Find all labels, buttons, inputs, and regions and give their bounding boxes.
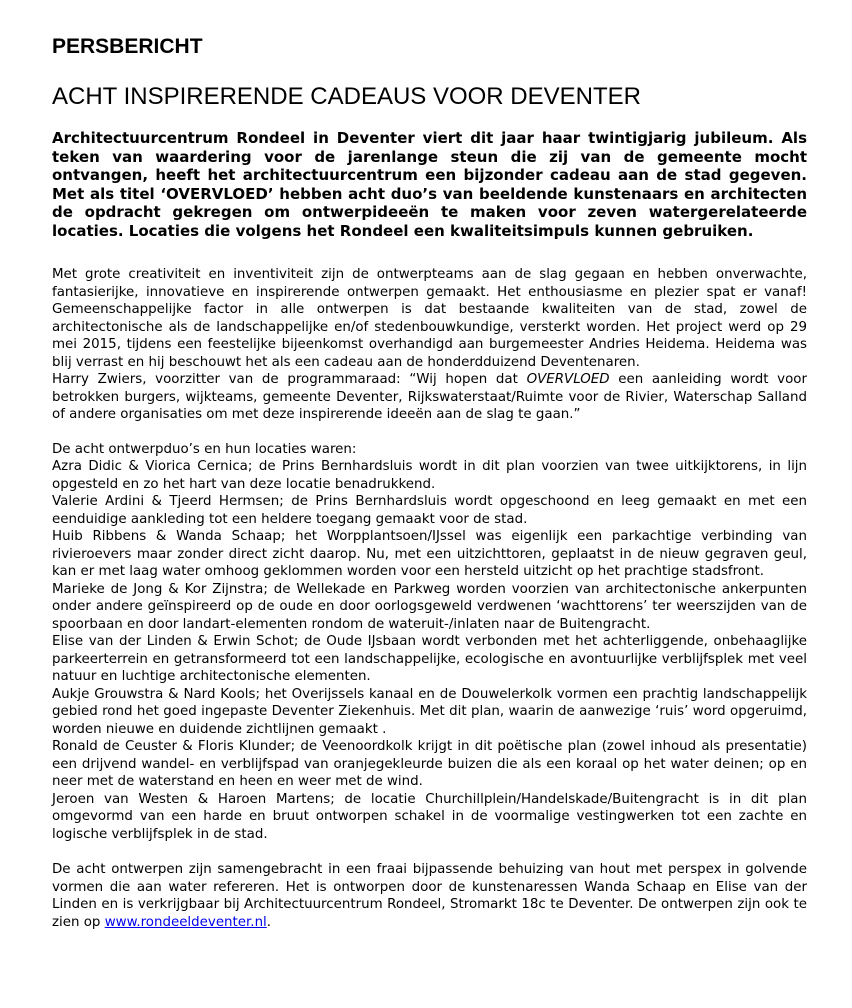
duo-entry: Elise van der Linden & Erwin Schot; de Oude IJsbaan wordt verbonden met het achterliggende, onbehaaglijke parkeerterrein en getransformeerd tot een landschappelijke, ecologische en avontuurlijke verblijfsplek met veel natuur en luchtige architectonische elementen.: [52, 634, 807, 684]
paragraph-project-text: Met grote creativiteit en inventiviteit zijn de ontwerpteams aan de slag gegaan en hebben onverwachte, fantasierijke, innovatieve en inspirerende ontwerpen gemaakt. Het enthousiasme en plezier spat er vanaf! Gemeenschappelijke factor in alle ontwerpen is dat bestaande kwaliteiten van de stad, zowel de architectonische als de landschappelijke en/of stedenbouwkundige, versterkt worden. Het project werd op 29 mei 2015, tijdens een feestelijke bijeenkomst overhandigd aan burgemeester Andries Heidema. Heidema was blij verrast en hij beschouwt het als een cadeau aan de honderdduizend Deventenaren.: [52, 267, 807, 370]
closing-period: .: [266, 914, 272, 930]
duos-intro: De acht ontwerpduo’s en hun locaties waren:: [52, 441, 357, 457]
press-release: [52, 34, 807, 931]
quote-text-end: een aanleiding wordt voor betrokken burgers, wijkteams, gemeente Deventer, Rijkswaterstaat/Ruimte voor de Rivier, Waterschap Salland of andere organisaties om met deze inspirerende ideeën aan de slag te gaan.”: [52, 372, 807, 422]
duo-entry: Aukje Grouwstra & Nard Kools; het Overijssels kanaal en de Douwelerkolk vormen een prachtig landschappelijk gebied rond het goed ingepaste Deventer Ziekenhuis. Met dit plan, waarin de aanwezige ‘ruis’ word opgeruimd, worden nieuwe en duidende zichtlijnen gemaakt .: [52, 686, 807, 737]
closing-paragraph: [52, 861, 807, 931]
lead-paragraph: Architectuurcentrum Rondeel in Deventer viert dit jaar haar twintigjarig jubileum. Als teken van waardering voor de jarenlange steun die zij van de gemeente mocht ontvangen, heeft het architectuurcentrum een bijzonder cadeau aan de stad gegeven. Met als titel ‘OVERVLOED’ hebben acht duo’s van beeldende kunstenaars en architecten de opdracht gekregen om ontwerpideeën te maken voor zeven watergerelateerde locaties. Locaties die volgens het Rondeel een kwaliteitsimpuls kunnen gebruiken.: [52, 129, 807, 240]
duo-entry: Valerie Ardini & Tjeerd Hermsen; de Prins Bernhardsluis wordt opgeschoond en leeg gemaakt en met een eenduidige aankleding tot een heldere toegang gemaakt voor de stad.: [52, 494, 807, 527]
duo-entry: Azra Didic & Viorica Cernica; de Prins Bernhardsluis wordt in dit plan voorzien van twee uitkijktorens, in lijn opgesteld en zo het hart van deze locatie benadrukkend.: [52, 459, 807, 492]
duo-entry: Marieke de Jong & Kor Zijnstra; de Wellekade en Parkweg worden voorzien van architectonische ankerpunten onder andere geïnspireerd op de oude en door oorlogsgeweld verdwenen ‘wachttorens’ ter weerszijden van de spoorbaan en door landart-elementen rondom de wateruit-/inlaten naar de Buitengracht.: [52, 581, 807, 632]
closing-text: De acht ontwerpen zijn samengebracht in een fraai bijpassende behuizing van hout met perspex in golvende vormen die aan water refereren. Het is ontworpen door de kunstenaressen Wanda Schaap en Elise van der Linden en is verkrijgbaar bij Architectuurcentrum Rondeel, Stromarkt 18c te Deventer. De ontwerpen zijn ook te zien op: [52, 862, 807, 930]
duo-entry: Jeroen van Westen & Haroen Martens; de locatie Churchillplein/Handelskade/Buitengracht is in dit plan omgevormd van een harde en bruut ontworpen schakel in de voormalige vestingwerken tot een zachte en logische verblijfsplek in de stad.: [52, 791, 807, 842]
website-link[interactable]: www.rondeeldeventer.nl: [104, 914, 267, 930]
duo-entry: Ronald de Ceuster & Floris Klunder; de Veenoordkolk krijgt in dit poëtische plan (zowel inhoud als presentatie) een drijvend wandel- en verblijfspad van oranjegekleurde buizen die als een koraal op het water deinen; op en neer met de waterstand en heen en weer met de wind.: [52, 739, 807, 789]
headline: ACHT INSPIRERENDE CADEAUS VOOR DEVENTER: [52, 83, 641, 110]
paragraph-project: [52, 266, 807, 424]
quote-emphasis: OVERVLOED: [526, 372, 610, 387]
quote-text-start: Harry Zwiers, voorzitter van de programmaraad: “Wij hopen dat: [52, 372, 527, 387]
duos-section: [52, 441, 807, 844]
document-label: PERSBERICHT: [52, 35, 203, 58]
quote-paragraph: [52, 371, 807, 424]
duo-entry: Huib Ribbens & Wanda Schaap; het Worpplantsoen/IJssel was eigenlijk een parkachtige verbinding van rivieroevers maar zonder direct zicht daarop. Nu, met een uitzichttoren, geplaatst in de nieuw gegraven geul, kan er met laag water omhoog geklommen worden voor een hersteld uitzicht op het prachtige stadsfront.: [52, 529, 807, 579]
